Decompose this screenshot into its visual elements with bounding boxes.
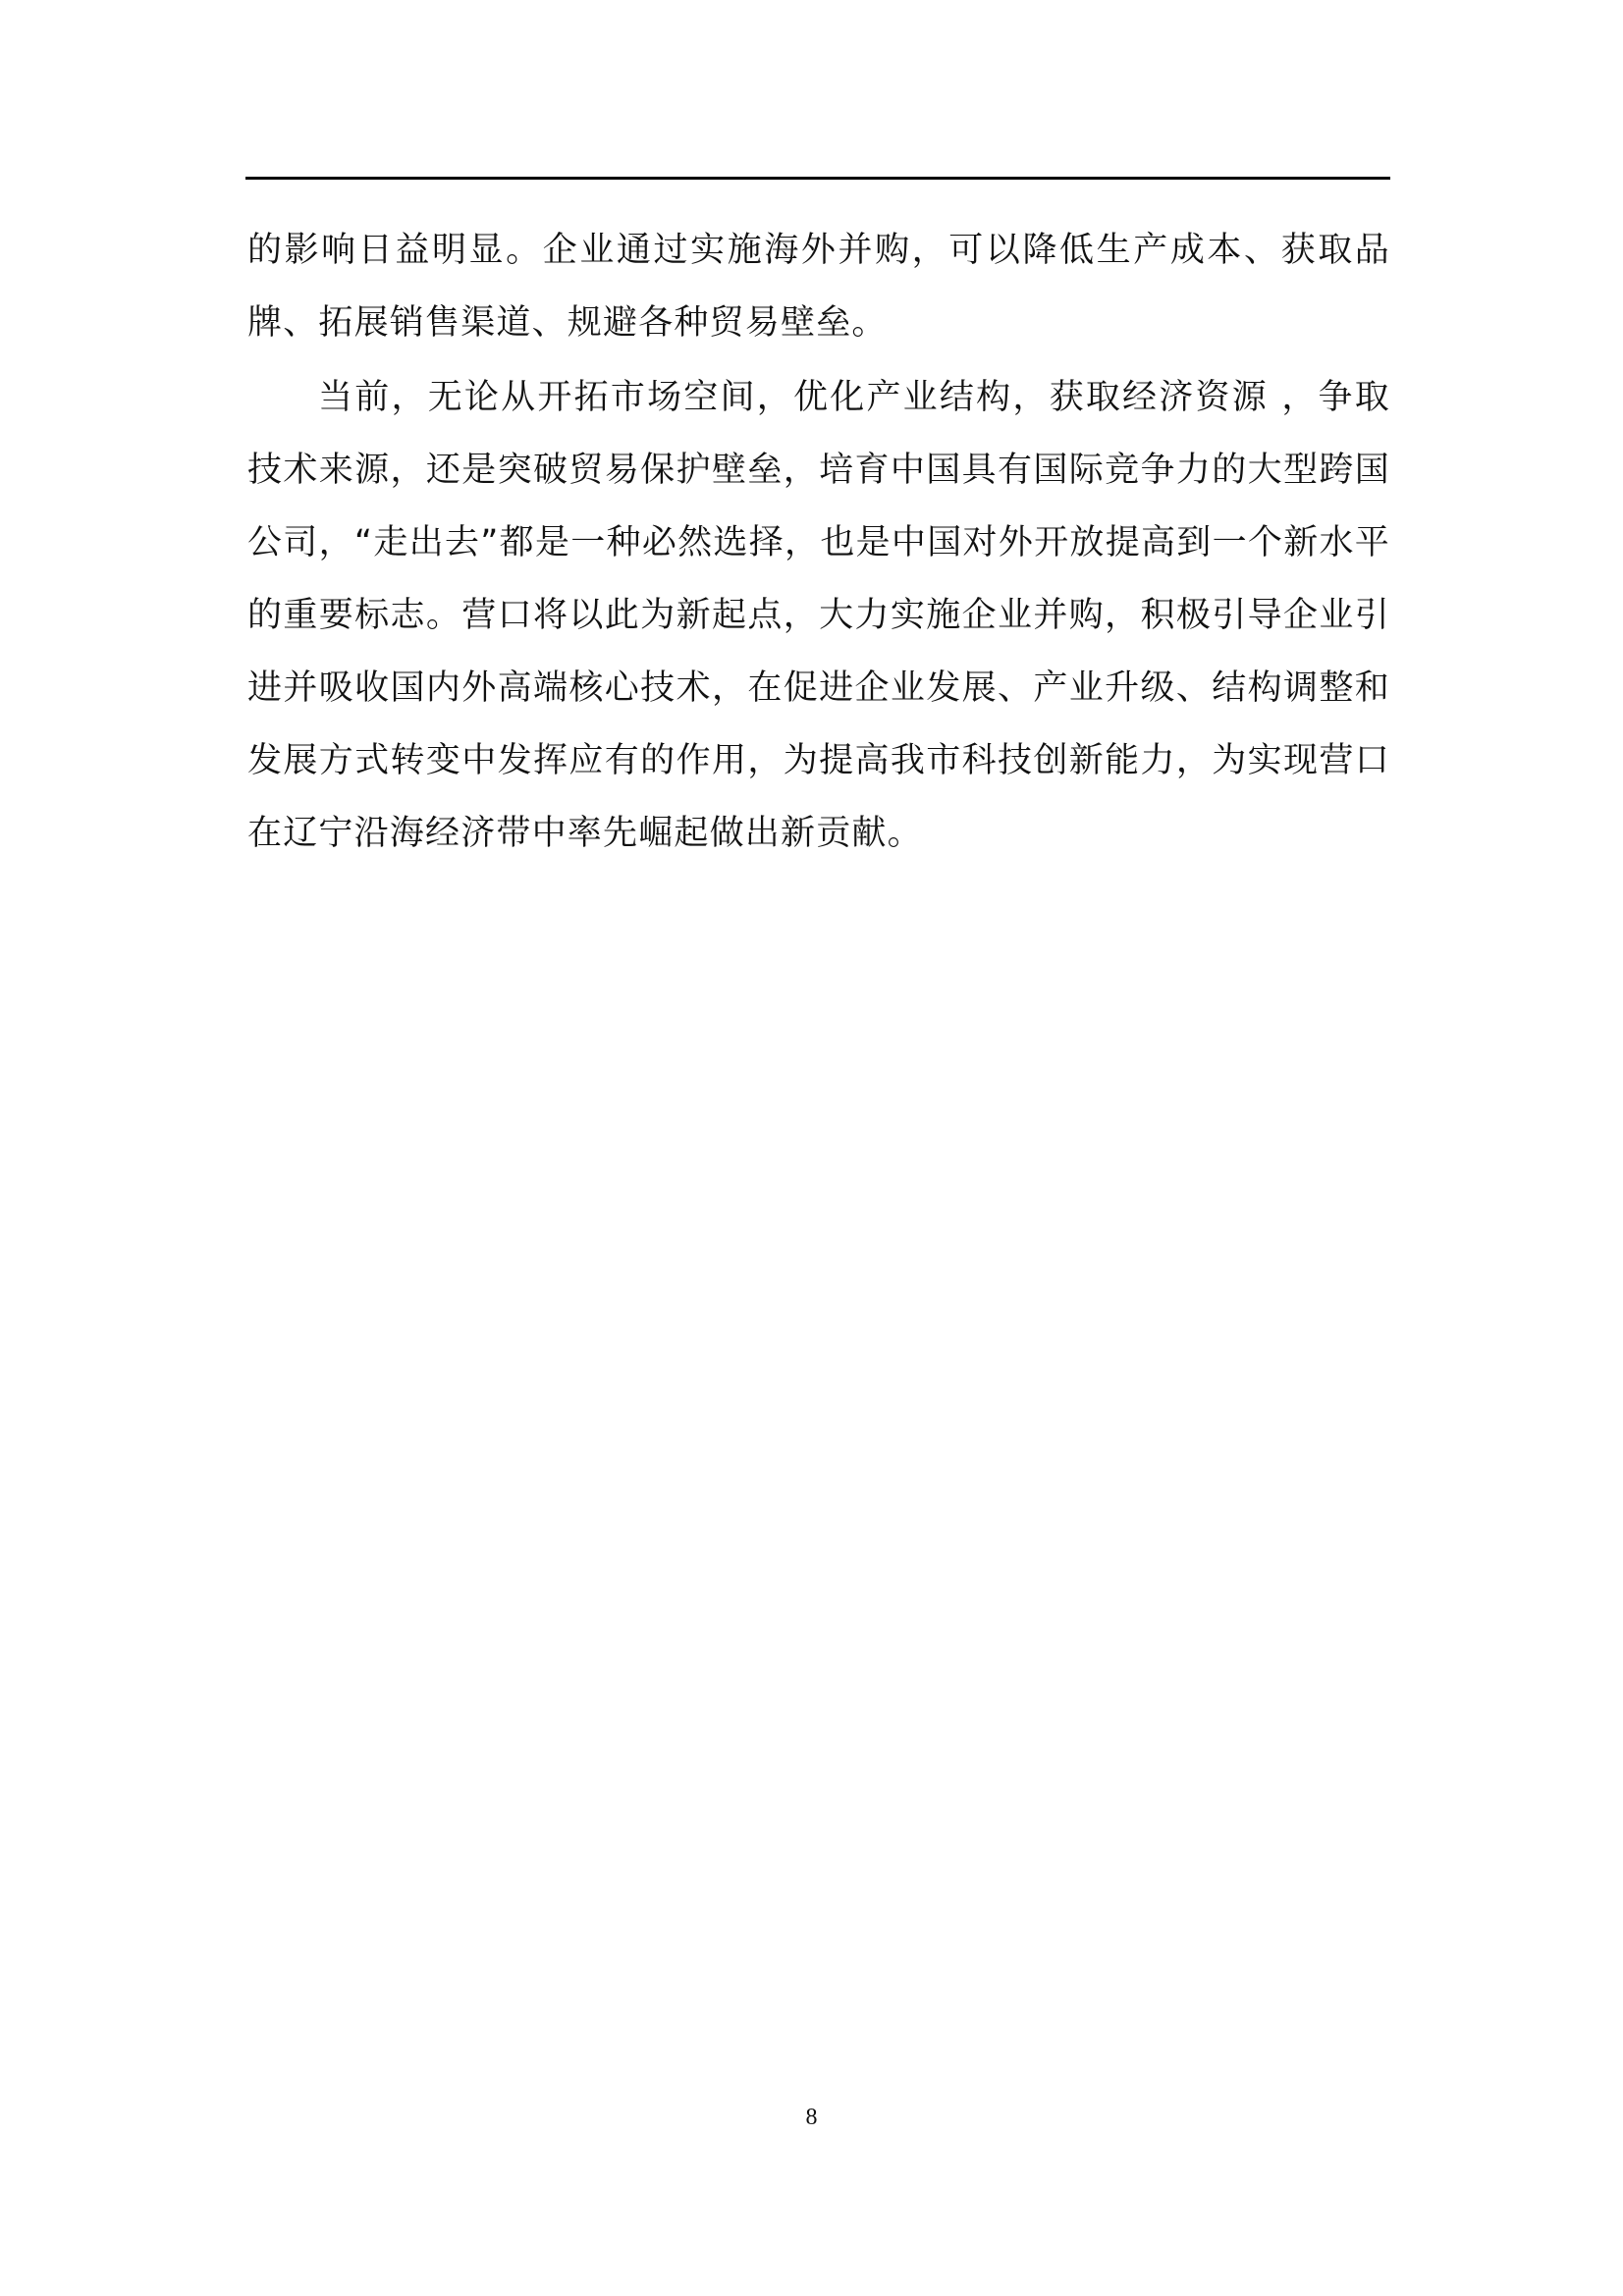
paragraph-main: 当前，无论从开拓市场空间，优化产业结构，获取经济资源 ，争取技术来源，还是突破贸易保护壁垒，培育中国具有国际竞争力的大型跨国公司，“走出去”都是一种必然选择，也是中国对外开放提高到一个新水平的重要标志。营口将以此为新起点，大力实施企业并购，积极引导企业引进并吸收国内外高端核心技术，在促进企业发展、产业升级、结构调整和发展方式转变中发挥应有的作用，为提高我市科技创新能力，为实现营口在辽宁沿海经济带中率先崛起做出新贡献。 (247, 378, 1390, 853)
header-rule (245, 177, 1390, 180)
body-text (247, 214, 1390, 870)
page-number: 8 (805, 2105, 818, 2130)
paragraph-continuation: 的影响日益明显。企业通过实施海外并购，可以降低生产成本、获取品牌、拓展销售渠道、规避各种贸易壁垒。 (247, 231, 1390, 343)
